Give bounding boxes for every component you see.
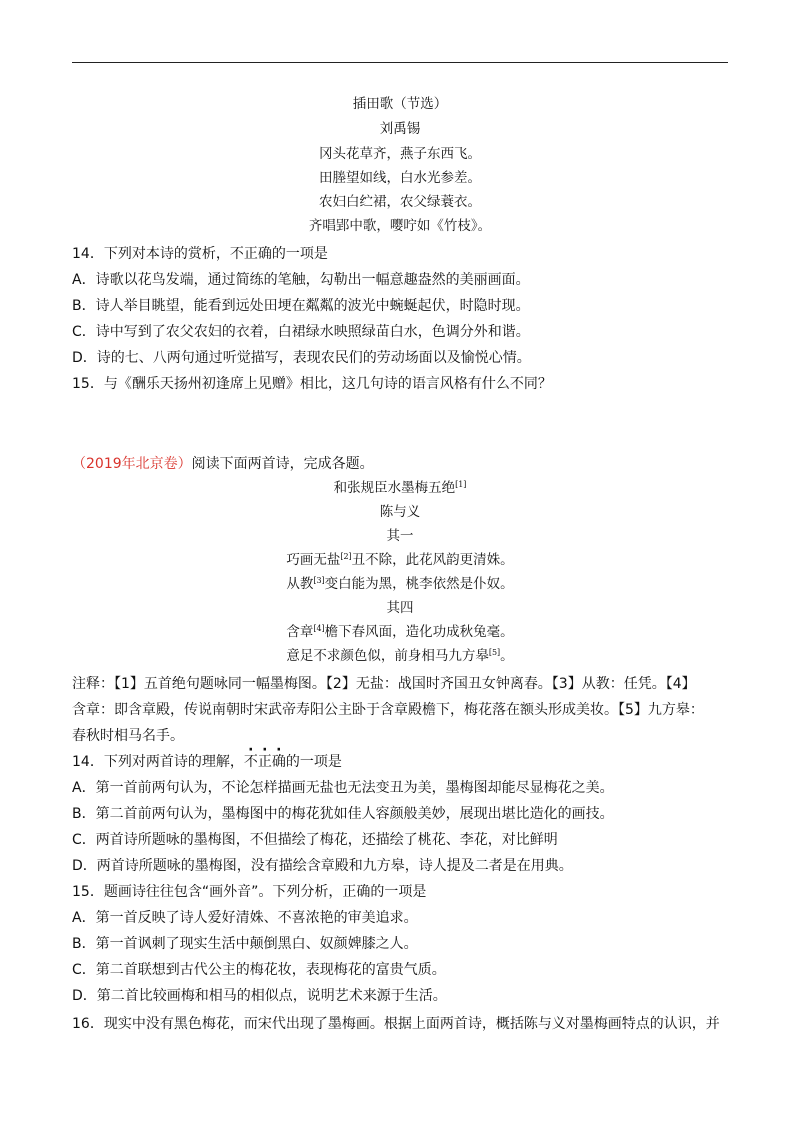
footnote-ref: [4] — [313, 624, 325, 633]
question-14b: 14．下列对两首诗的理解，不正确的一项是 — [72, 754, 342, 770]
option-d: D．两首诗所题咏的墨梅图，没有描绘含章殿和九方皋，诗人提及二者是在用典。 — [72, 858, 573, 874]
question-15b: 15．题画诗往往包含“画外音”。下列分析，正确的一项是 — [72, 884, 427, 900]
option-b: B．诗人举目眺望，能看到远处田埂在粼粼的波光中蜿蜒起伏，时隐时现。 — [72, 298, 530, 314]
poem2-sub2: 其四 — [386, 600, 414, 616]
option-a: A．诗歌以花鸟发端，通过简练的笔触，勾勒出一幅意趣盎然的美丽画面。 — [72, 272, 530, 288]
poem-title: 插田歌（节选） — [352, 96, 448, 112]
poem-line: 农妇白纻裙，农父绿蓑衣。 — [319, 194, 481, 210]
footnote-ref: [3] — [313, 576, 325, 585]
option-a: A．第一首前两句认为，不论怎样描画无盐也无法变丑为美，墨梅图却能尽显梅花之美。 — [72, 780, 614, 796]
footnote-ref: [2] — [340, 552, 352, 561]
section-intro: （2019年北京卷）阅读下面两首诗，完成各题。 — [72, 456, 374, 472]
poem2-line: 含章[4]檐下春风面，造化功成秋兔毫。 — [286, 624, 514, 640]
poem2-sub1: 其一 — [386, 528, 414, 544]
option-c: C．诗中写到了农父农妇的衣着，白裙绿水映照绿苗白水，色调分外和谐。 — [72, 324, 530, 340]
option-b: B．第二首前两句认为，墨梅图中的梅花犹如佳人容颜般美妙，展现出堪比造化的画技。 — [72, 806, 614, 822]
option-b: B．第一首讽刺了现实生活中颠倒黑白、奴颜婢膝之人。 — [72, 936, 418, 952]
footnote-ref: [1] — [455, 480, 467, 489]
header-rule — [72, 62, 728, 63]
option-d: D．第二首比较画梅和相马的相似点，说明艺术来源于生活。 — [72, 988, 447, 1004]
emphasis-char: 不 — [243, 754, 258, 770]
question-15: 15．与《酬乐天扬州初逢席上见赠》相比，这几句诗的语言风格有什么不同？ — [72, 376, 552, 392]
poem-line: 冈头花草齐，燕子东西飞。 — [319, 146, 481, 162]
option-c: C．第二首联想到古代公主的梅花妆，表现梅花的富贵气质。 — [72, 962, 446, 978]
option-c: C．两首诗所题咏的墨梅图，不但描绘了梅花，还描绘了桃花、李花，对比鲜明 — [72, 832, 558, 848]
notes-line: 含章：即含章殿，传说南朝时宋武帝寿阳公主卧于含章殿檐下，梅花落在额头形成美妆。【5】九方皋： — [72, 702, 704, 718]
poem2-line: 意足不求颜色似，前身相马九方皋[5]。 — [286, 648, 514, 664]
poem-line: 齐唱郢中歌，嘤咛如《竹枝》。 — [308, 218, 492, 234]
footnote-ref: [5] — [488, 648, 501, 657]
question-16: 16．现实中没有黑色梅花，而宋代出现了墨梅画。根据上面两首诗，概括陈与义对墨梅画特点的认识，并 — [72, 1016, 720, 1032]
option-a: A．第一首反映了诗人爱好清姝、不喜浓艳的审美追求。 — [72, 910, 418, 926]
poem2-author: 陈与义 — [379, 504, 421, 520]
poem-author: 刘禹锡 — [379, 121, 421, 137]
notes-line: 春秋时相马名手。 — [72, 728, 184, 744]
question-14: 14．下列对本诗的赏析，不正确的一项是 — [72, 246, 328, 262]
emphasis-char: 正 — [257, 754, 272, 770]
poem2-line: 巧画无盐[2]丑不除，此花风韵更清姝。 — [286, 552, 514, 568]
poem2-line: 从教[3]变白能为黑，桃李依然是仆奴。 — [286, 576, 514, 592]
poem2-title: 和张规臣水墨梅五绝[1] — [333, 480, 467, 496]
option-d: D．诗的七、八两句通过听觉描写，表现农民们的劳动场面以及愉悦心情。 — [72, 350, 531, 366]
poem-line: 田塍望如线，白水光参差。 — [319, 170, 481, 186]
source-tag: （2019年北京卷） — [72, 456, 192, 472]
notes-line: 注释：【1】五首绝句题咏同一幅墨梅图。【2】无盐：战国时齐国丑女钟离春。【3】从教：任凭。【4】 — [72, 676, 696, 692]
emphasis-char: 确 — [271, 754, 286, 770]
